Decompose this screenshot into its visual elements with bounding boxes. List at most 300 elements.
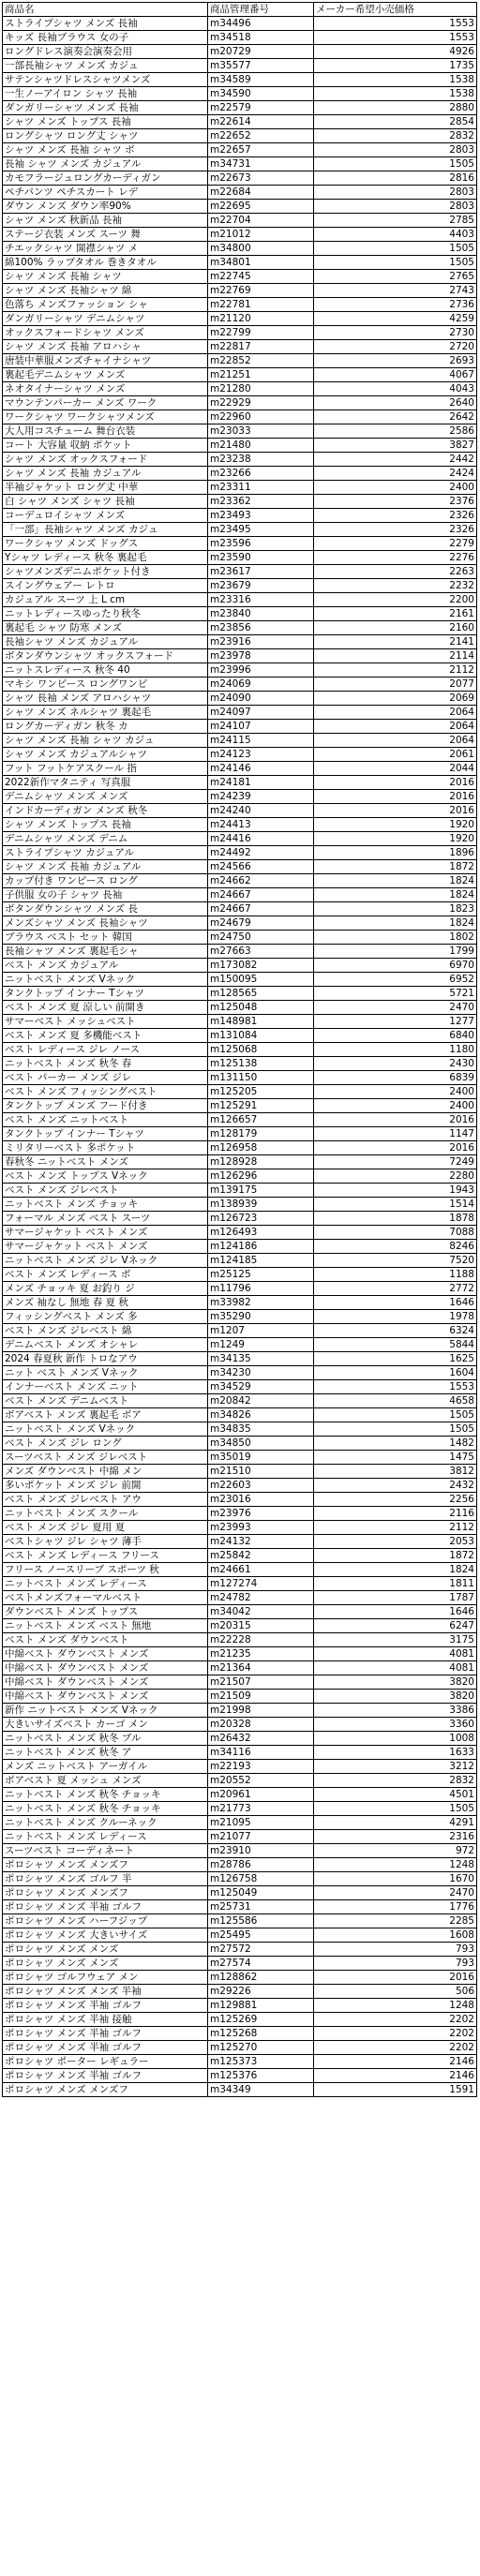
retail-price-cell[interactable]: 2470	[314, 1001, 477, 1015]
retail-price-cell[interactable]: 1505	[314, 1802, 477, 1816]
product-name-cell[interactable]: ストライプシャツ カジュアル	[3, 846, 208, 860]
product-code-cell[interactable]: m124185	[208, 1254, 314, 1268]
product-code-cell[interactable]: m22228	[208, 1633, 314, 1647]
product-name-cell[interactable]: シャツ メンズ 長袖 シャツ カジュ	[3, 734, 208, 748]
product-name-cell[interactable]: メンズ チョッキ 夏 お釣り ジ	[3, 1282, 208, 1296]
product-name-cell[interactable]: ベスト メンズ デニムベスト	[3, 1394, 208, 1408]
product-code-cell[interactable]: m23311	[208, 481, 314, 495]
product-code-cell[interactable]: m24750	[208, 931, 314, 945]
retail-price-cell[interactable]: 4259	[314, 312, 477, 326]
product-code-cell[interactable]: m23033	[208, 424, 314, 439]
retail-price-cell[interactable]: 3827	[314, 439, 477, 453]
product-code-cell[interactable]: m21998	[208, 1704, 314, 1718]
retail-price-cell[interactable]: 4403	[314, 228, 477, 242]
retail-price-cell[interactable]: 4043	[314, 382, 477, 396]
product-code-cell[interactable]: m21480	[208, 439, 314, 453]
product-name-cell[interactable]: 一生ノーアイロン シャツ 長袖	[3, 87, 208, 101]
product-code-cell[interactable]: m23238	[208, 453, 314, 467]
product-code-cell[interactable]: m20842	[208, 1394, 314, 1408]
product-name-cell[interactable]: カモフラージュロングカーディガン	[3, 171, 208, 186]
retail-price-cell[interactable]: 5721	[314, 987, 477, 1001]
product-name-cell[interactable]: シャツ メンズ カジュアルシャツ	[3, 748, 208, 762]
retail-price-cell[interactable]: 1799	[314, 945, 477, 959]
product-code-cell[interactable]: m22704	[208, 214, 314, 228]
product-name-cell[interactable]: 多いポケット メンズ ジレ 前開	[3, 1479, 208, 1493]
product-name-cell[interactable]: ニットベスト メンズ 秋冬 チョッキ	[3, 1788, 208, 1802]
product-name-cell[interactable]: シャツ メンズ 長袖シャツ 綿	[3, 284, 208, 298]
retail-price-cell[interactable]: 972	[314, 1844, 477, 1858]
retail-price-cell[interactable]: 1008	[314, 1732, 477, 1746]
product-code-cell[interactable]: m27572	[208, 1943, 314, 1957]
product-name-cell[interactable]: ベスト メンズ ジレ ロング	[3, 1437, 208, 1451]
product-code-cell[interactable]: m128179	[208, 1127, 314, 1141]
retail-price-cell[interactable]: 2326	[314, 509, 477, 523]
product-name-cell[interactable]: フット フットケアスクール 指	[3, 762, 208, 776]
product-code-cell[interactable]: m21510	[208, 1465, 314, 1479]
retail-price-cell[interactable]: 2263	[314, 565, 477, 579]
retail-price-cell[interactable]: 4926	[314, 45, 477, 59]
product-name-cell[interactable]: シャツ メンズ 長袖 カジュアル	[3, 860, 208, 874]
product-name-cell[interactable]: インドカーディガン メンズ 秋冬	[3, 804, 208, 818]
product-code-cell[interactable]: m24413	[208, 818, 314, 832]
product-name-cell[interactable]: タンクトップ インナー Tシャツ	[3, 1127, 208, 1141]
product-name-cell[interactable]: スーツベスト メンズ ジレベスト	[3, 1451, 208, 1465]
product-name-cell[interactable]: ベスト メンズ フィッシングベスト	[3, 1085, 208, 1099]
retail-price-cell[interactable]: 2442	[314, 453, 477, 467]
product-code-cell[interactable]: m23016	[208, 1493, 314, 1507]
product-code-cell[interactable]: m27574	[208, 1957, 314, 1971]
retail-price-cell[interactable]: 2160	[314, 621, 477, 635]
product-name-cell[interactable]: ニットベスト メンズ Vネック	[3, 973, 208, 987]
retail-price-cell[interactable]: 2053	[314, 1535, 477, 1549]
retail-price-cell[interactable]: 2376	[314, 495, 477, 509]
product-name-cell[interactable]: 新作 ニットベスト メンズ Vネック	[3, 1704, 208, 1718]
retail-price-cell[interactable]: 2736	[314, 298, 477, 312]
product-name-cell[interactable]: カップ付き ワンピース ロング	[3, 874, 208, 888]
product-code-cell[interactable]: m126296	[208, 1169, 314, 1184]
retail-price-cell[interactable]: 2880	[314, 101, 477, 115]
product-name-cell[interactable]: ベストメンズフォーマルベスト	[3, 1591, 208, 1605]
product-name-cell[interactable]: フリース ノースリーブ スポーツ 秋	[3, 1563, 208, 1577]
product-code-cell[interactable]: m24069	[208, 678, 314, 692]
retail-price-cell[interactable]: 1538	[314, 87, 477, 101]
product-code-cell[interactable]: m126958	[208, 1141, 314, 1155]
header-product-name[interactable]: 商品名	[3, 3, 208, 17]
product-code-cell[interactable]: m21120	[208, 312, 314, 326]
product-name-cell[interactable]: ポロシャツ メンズ メンズフ	[3, 2083, 208, 2097]
retail-price-cell[interactable]: 1482	[314, 1437, 477, 1451]
product-name-cell[interactable]: フィッシングベスト メンズ 多	[3, 1310, 208, 1324]
product-name-cell[interactable]: ポロシャツ メンズ 半袖 ゴルフ	[3, 2027, 208, 2041]
product-name-cell[interactable]: ストライプシャツ メンズ 長袖	[3, 17, 208, 31]
product-name-cell[interactable]: ポロシャツ メンズ 半袖 ゴルフ	[3, 2041, 208, 2055]
retail-price-cell[interactable]: 2044	[314, 762, 477, 776]
product-code-cell[interactable]: m129881	[208, 1999, 314, 2013]
product-code-cell[interactable]: m24239	[208, 790, 314, 804]
product-code-cell[interactable]: m35290	[208, 1310, 314, 1324]
retail-price-cell[interactable]: 1248	[314, 1858, 477, 1872]
product-name-cell[interactable]: ベスト メンズ ジレベスト 綿	[3, 1324, 208, 1338]
product-code-cell[interactable]: m27663	[208, 945, 314, 959]
product-name-cell[interactable]: ニットベスト メンズ レディース	[3, 1577, 208, 1591]
product-name-cell[interactable]: ワークシャツ ワークシャツメンズ	[3, 410, 208, 424]
retail-price-cell[interactable]: 3820	[314, 1690, 477, 1704]
product-name-cell[interactable]: ニットレディースゆったり秋冬	[3, 607, 208, 621]
product-code-cell[interactable]: m24667	[208, 902, 314, 916]
product-code-cell[interactable]: m139175	[208, 1184, 314, 1198]
product-code-cell[interactable]: m34589	[208, 73, 314, 87]
product-name-cell[interactable]: 中綿ベスト ダウンベスト メンズ	[3, 1661, 208, 1675]
product-code-cell[interactable]: m35019	[208, 1451, 314, 1465]
product-name-cell[interactable]: ベスト メンズ 夏 涼しい 前開き	[3, 1001, 208, 1015]
product-name-cell[interactable]: ポロシャツ メンズ メンズ 半袖	[3, 1985, 208, 1999]
product-name-cell[interactable]: ポロシャツ メンズ ハーフジップ	[3, 1914, 208, 1928]
product-name-cell[interactable]: 白 シャツ メンズ シャツ 長袖	[3, 495, 208, 509]
product-code-cell[interactable]: m34850	[208, 1437, 314, 1451]
product-name-cell[interactable]: ポロシャツ メンズ 半袖 ゴルフ	[3, 1900, 208, 1914]
product-name-cell[interactable]: ベスト レディース ジレ ノース	[3, 1043, 208, 1057]
product-code-cell[interactable]: m24492	[208, 846, 314, 860]
product-code-cell[interactable]: m22781	[208, 298, 314, 312]
retail-price-cell[interactable]: 2765	[314, 270, 477, 284]
retail-price-cell[interactable]: 3175	[314, 1633, 477, 1647]
retail-price-cell[interactable]: 4658	[314, 1394, 477, 1408]
product-name-cell[interactable]: キッズ 長袖ブラウス 女の子	[3, 31, 208, 45]
product-name-cell[interactable]: シャツ メンズ ネルシャツ 裏起毛	[3, 706, 208, 720]
retail-price-cell[interactable]: 1978	[314, 1310, 477, 1324]
product-code-cell[interactable]: m24181	[208, 776, 314, 790]
product-code-cell[interactable]: m24123	[208, 748, 314, 762]
product-name-cell[interactable]: シャツメンズデニムポケット付き	[3, 565, 208, 579]
product-name-cell[interactable]: ベストシャツ ジレ シャツ 薄手	[3, 1535, 208, 1549]
retail-price-cell[interactable]: 1505	[314, 1422, 477, 1437]
retail-price-cell[interactable]: 2112	[314, 663, 477, 678]
product-code-cell[interactable]: m23362	[208, 495, 314, 509]
product-code-cell[interactable]: m23910	[208, 1844, 314, 1858]
retail-price-cell[interactable]: 1824	[314, 888, 477, 902]
product-code-cell[interactable]: m126493	[208, 1226, 314, 1240]
product-code-cell[interactable]: m127274	[208, 1577, 314, 1591]
retail-price-cell[interactable]: 4067	[314, 368, 477, 382]
retail-price-cell[interactable]: 1735	[314, 59, 477, 73]
retail-price-cell[interactable]: 2064	[314, 706, 477, 720]
product-code-cell[interactable]: m23266	[208, 467, 314, 481]
product-name-cell[interactable]: ベスト メンズ レディース ボ	[3, 1268, 208, 1282]
retail-price-cell[interactable]: 1188	[314, 1268, 477, 1282]
product-name-cell[interactable]: ニットベスト メンズ スクール	[3, 1507, 208, 1521]
retail-price-cell[interactable]: 2470	[314, 1886, 477, 1900]
product-name-cell[interactable]: ミリタリーベスト 多ポケット	[3, 1141, 208, 1155]
product-code-cell[interactable]: m125376	[208, 2069, 314, 2083]
product-code-cell[interactable]: m23679	[208, 579, 314, 593]
product-code-cell[interactable]: m20315	[208, 1619, 314, 1633]
retail-price-cell[interactable]: 1553	[314, 17, 477, 31]
product-code-cell[interactable]: m22579	[208, 101, 314, 115]
retail-price-cell[interactable]: 2016	[314, 776, 477, 790]
retail-price-cell[interactable]: 2586	[314, 424, 477, 439]
product-name-cell[interactable]: ボタンダウンシャツ メンズ 長	[3, 902, 208, 916]
retail-price-cell[interactable]: 2016	[314, 790, 477, 804]
product-name-cell[interactable]: シャツ メンズ トップス 長袖	[3, 115, 208, 129]
retail-price-cell[interactable]: 3386	[314, 1704, 477, 1718]
retail-price-cell[interactable]: 2276	[314, 551, 477, 565]
product-code-cell[interactable]: m173082	[208, 959, 314, 973]
product-code-cell[interactable]: m25842	[208, 1549, 314, 1563]
retail-price-cell[interactable]: 1538	[314, 73, 477, 87]
product-name-cell[interactable]: 裏起毛 シャツ 防寒 メンズ	[3, 621, 208, 635]
product-code-cell[interactable]: m131150	[208, 1071, 314, 1085]
product-code-cell[interactable]: m1249	[208, 1338, 314, 1352]
product-name-cell[interactable]: ポロシャツ メンズ 大きいサイズ	[3, 1928, 208, 1943]
product-code-cell[interactable]: m20328	[208, 1718, 314, 1732]
retail-price-cell[interactable]: 1248	[314, 1999, 477, 2013]
retail-price-cell[interactable]: 3812	[314, 1465, 477, 1479]
product-code-cell[interactable]: m24667	[208, 888, 314, 902]
product-code-cell[interactable]: m125586	[208, 1914, 314, 1928]
retail-price-cell[interactable]: 1896	[314, 846, 477, 860]
product-name-cell[interactable]: ボタンダウンシャツ オックスフォード	[3, 649, 208, 663]
product-code-cell[interactable]: m26432	[208, 1732, 314, 1746]
product-name-cell[interactable]: マウンテンパーカー メンズ ワーク	[3, 396, 208, 410]
product-code-cell[interactable]: m22960	[208, 410, 314, 424]
product-name-cell[interactable]: インナーベスト メンズ ニット	[3, 1380, 208, 1394]
product-code-cell[interactable]: m21235	[208, 1647, 314, 1661]
product-code-cell[interactable]: m34800	[208, 242, 314, 256]
product-code-cell[interactable]: m126723	[208, 1212, 314, 1226]
retail-price-cell[interactable]: 2400	[314, 481, 477, 495]
retail-price-cell[interactable]: 2146	[314, 2055, 477, 2069]
retail-price-cell[interactable]: 2640	[314, 396, 477, 410]
retail-price-cell[interactable]: 2316	[314, 1830, 477, 1844]
product-code-cell[interactable]: m29226	[208, 1985, 314, 1999]
retail-price-cell[interactable]: 1505	[314, 256, 477, 270]
product-name-cell[interactable]: 大きいサイズベスト カーゴ メン	[3, 1718, 208, 1732]
product-name-cell[interactable]: デニムベスト メンズ オシャレ	[3, 1338, 208, 1352]
retail-price-cell[interactable]: 1670	[314, 1872, 477, 1886]
product-name-cell[interactable]: コート 大容量 収納 ポケット	[3, 439, 208, 453]
product-code-cell[interactable]: m23978	[208, 649, 314, 663]
product-code-cell[interactable]: m125270	[208, 2041, 314, 2055]
product-name-cell[interactable]: シャツ メンズ 長袖 カジュアル	[3, 467, 208, 481]
retail-price-cell[interactable]: 6247	[314, 1619, 477, 1633]
product-code-cell[interactable]: m34590	[208, 87, 314, 101]
product-code-cell[interactable]: m34529	[208, 1380, 314, 1394]
product-name-cell[interactable]: ニットベスト メンズ Vネック	[3, 1422, 208, 1437]
product-name-cell[interactable]: サマーベスト メッシュベスト	[3, 1015, 208, 1029]
retail-price-cell[interactable]: 2016	[314, 1113, 477, 1127]
product-name-cell[interactable]: 一部長袖シャツ メンズ カジュ	[3, 59, 208, 73]
product-code-cell[interactable]: m34496	[208, 17, 314, 31]
retail-price-cell[interactable]: 2400	[314, 1099, 477, 1113]
retail-price-cell[interactable]: 2141	[314, 635, 477, 649]
product-code-cell[interactable]: m24146	[208, 762, 314, 776]
retail-price-cell[interactable]: 793	[314, 1943, 477, 1957]
product-name-cell[interactable]: サマージャケット ベスト メンズ	[3, 1240, 208, 1254]
product-name-cell[interactable]: 色落ち メンズファッション シャ	[3, 298, 208, 312]
product-name-cell[interactable]: ステージ衣装 メンズ スーツ 舞	[3, 228, 208, 242]
retail-price-cell[interactable]: 1824	[314, 916, 477, 931]
retail-price-cell[interactable]: 2116	[314, 1507, 477, 1521]
product-code-cell[interactable]: m11796	[208, 1282, 314, 1296]
retail-price-cell[interactable]: 2280	[314, 1169, 477, 1184]
product-name-cell[interactable]: 中綿ベスト ダウンベスト メンズ	[3, 1647, 208, 1661]
retail-price-cell[interactable]: 1180	[314, 1043, 477, 1057]
product-code-cell[interactable]: m23916	[208, 635, 314, 649]
retail-price-cell[interactable]: 2693	[314, 354, 477, 368]
retail-price-cell[interactable]: 1776	[314, 1900, 477, 1914]
retail-price-cell[interactable]: 2202	[314, 2027, 477, 2041]
product-name-cell[interactable]: ポロシャツ ゴルフウェア メン	[3, 1971, 208, 1985]
retail-price-cell[interactable]: 3820	[314, 1675, 477, 1690]
product-code-cell[interactable]: m1207	[208, 1324, 314, 1338]
retail-price-cell[interactable]: 6324	[314, 1324, 477, 1338]
product-name-cell[interactable]: ニット ベスト メンズ Vネック	[3, 1366, 208, 1380]
product-code-cell[interactable]: m125205	[208, 1085, 314, 1099]
product-name-cell[interactable]: メンズシャツ メンズ 長袖シャツ	[3, 916, 208, 931]
product-code-cell[interactable]: m34230	[208, 1366, 314, 1380]
product-code-cell[interactable]: m21507	[208, 1675, 314, 1690]
retail-price-cell[interactable]: 2803	[314, 186, 477, 200]
product-code-cell[interactable]: m23495	[208, 523, 314, 537]
product-code-cell[interactable]: m125048	[208, 1001, 314, 1015]
product-name-cell[interactable]: 春秋冬 ニットベスト メンズ	[3, 1155, 208, 1169]
product-code-cell[interactable]: m25495	[208, 1928, 314, 1943]
product-name-cell[interactable]: ニットベスト メンズ チョッキ	[3, 1198, 208, 1212]
product-name-cell[interactable]: 中綿ベスト ダウンベスト メンズ	[3, 1675, 208, 1690]
product-name-cell[interactable]: ボアベスト 夏 メッシュ メンズ	[3, 1774, 208, 1788]
product-name-cell[interactable]: シャツ メンズ オックスフォード	[3, 453, 208, 467]
product-name-cell[interactable]: ニットスレディース 秋冬 40	[3, 663, 208, 678]
retail-price-cell[interactable]: 1787	[314, 1591, 477, 1605]
product-code-cell[interactable]: m21077	[208, 1830, 314, 1844]
product-name-cell[interactable]: シャツ メンズ トップス 長袖	[3, 818, 208, 832]
retail-price-cell[interactable]: 6952	[314, 973, 477, 987]
retail-price-cell[interactable]: 2432	[314, 1479, 477, 1493]
product-code-cell[interactable]: m24097	[208, 706, 314, 720]
product-code-cell[interactable]: m21095	[208, 1816, 314, 1830]
retail-price-cell[interactable]: 2720	[314, 340, 477, 354]
retail-price-cell[interactable]: 2161	[314, 607, 477, 621]
retail-price-cell[interactable]: 2730	[314, 326, 477, 340]
retail-price-cell[interactable]: 2832	[314, 129, 477, 143]
product-name-cell[interactable]: 中綿ベスト ダウンベスト メンズ	[3, 1690, 208, 1704]
product-name-cell[interactable]: スーツベスト コーディネート	[3, 1844, 208, 1858]
product-code-cell[interactable]: m28786	[208, 1858, 314, 1872]
product-name-cell[interactable]: 2022新作マタニティ 写真服	[3, 776, 208, 790]
retail-price-cell[interactable]: 1646	[314, 1605, 477, 1619]
retail-price-cell[interactable]: 2772	[314, 1282, 477, 1296]
product-code-cell[interactable]: m125068	[208, 1043, 314, 1057]
product-code-cell[interactable]: m24782	[208, 1591, 314, 1605]
retail-price-cell[interactable]: 1604	[314, 1366, 477, 1380]
product-name-cell[interactable]: シャツ メンズ 長袖 アロハシャ	[3, 340, 208, 354]
retail-price-cell[interactable]: 1920	[314, 832, 477, 846]
retail-price-cell[interactable]: 4081	[314, 1647, 477, 1661]
product-code-cell[interactable]: m23976	[208, 1507, 314, 1521]
retail-price-cell[interactable]: 1920	[314, 818, 477, 832]
retail-price-cell[interactable]: 793	[314, 1957, 477, 1971]
product-name-cell[interactable]: メンズ ニットベスト アーガイル	[3, 1760, 208, 1774]
retail-price-cell[interactable]: 1646	[314, 1296, 477, 1310]
retail-price-cell[interactable]: 2400	[314, 1085, 477, 1099]
product-name-cell[interactable]: 長袖 シャツ メンズ カジュアル	[3, 157, 208, 171]
product-name-cell[interactable]: オックスフォードシャツ メンズ	[3, 326, 208, 340]
product-name-cell[interactable]: ポロシャツ メンズ ゴルフ 半	[3, 1872, 208, 1886]
product-code-cell[interactable]: m125268	[208, 2027, 314, 2041]
product-name-cell[interactable]: ベスト メンズ トップス Vネック	[3, 1169, 208, 1184]
product-name-cell[interactable]: Yシャツ レディース 秋冬 裏起毛	[3, 551, 208, 565]
product-name-cell[interactable]: カジュアル スーツ 上 L cm	[3, 593, 208, 607]
retail-price-cell[interactable]: 1878	[314, 1212, 477, 1226]
product-name-cell[interactable]: ベスト メンズ カジュアル	[3, 959, 208, 973]
header-product-code[interactable]: 商品管理番号	[208, 3, 314, 17]
product-name-cell[interactable]: ネオタイナーシャツ メンズ	[3, 382, 208, 396]
product-name-cell[interactable]: ニットベスト メンズ レディース	[3, 1830, 208, 1844]
product-code-cell[interactable]: m24679	[208, 916, 314, 931]
product-code-cell[interactable]: m125138	[208, 1057, 314, 1071]
product-code-cell[interactable]: m24240	[208, 804, 314, 818]
retail-price-cell[interactable]: 5844	[314, 1338, 477, 1352]
product-name-cell[interactable]: 子供服 女の子 シャツ 長袖	[3, 888, 208, 902]
product-name-cell[interactable]: メンズ 袖なし 無地 春 夏 秋	[3, 1296, 208, 1310]
retail-price-cell[interactable]: 1802	[314, 931, 477, 945]
retail-price-cell[interactable]: 2326	[314, 523, 477, 537]
product-name-cell[interactable]: チエックシャツ 開襟シャツ メ	[3, 242, 208, 256]
product-name-cell[interactable]: マキシ ワンピース ロングワンピ	[3, 678, 208, 692]
product-code-cell[interactable]: m25731	[208, 1900, 314, 1914]
product-name-cell[interactable]: 綿100% ラップタオル 巻きタオル	[3, 256, 208, 270]
product-code-cell[interactable]: m125269	[208, 2013, 314, 2027]
product-code-cell[interactable]: m23856	[208, 621, 314, 635]
product-code-cell[interactable]: m24661	[208, 1563, 314, 1577]
product-code-cell[interactable]: m22817	[208, 340, 314, 354]
retail-price-cell[interactable]: 1553	[314, 31, 477, 45]
product-code-cell[interactable]: m34518	[208, 31, 314, 45]
product-code-cell[interactable]: m126657	[208, 1113, 314, 1127]
product-code-cell[interactable]: m22852	[208, 354, 314, 368]
product-code-cell[interactable]: m33982	[208, 1296, 314, 1310]
product-code-cell[interactable]: m22695	[208, 200, 314, 214]
retail-price-cell[interactable]: 2069	[314, 692, 477, 706]
product-code-cell[interactable]: m23840	[208, 607, 314, 621]
retail-price-cell[interactable]: 2743	[314, 284, 477, 298]
retail-price-cell[interactable]: 1505	[314, 157, 477, 171]
product-name-cell[interactable]: 長袖シャツ メンズ 裏起毛シャ	[3, 945, 208, 959]
product-name-cell[interactable]: ポロシャツ メンズ 半袖 ゴルフ	[3, 1999, 208, 2013]
product-name-cell[interactable]: ロングドレス演奏会演奏会用	[3, 45, 208, 59]
product-code-cell[interactable]: m22614	[208, 115, 314, 129]
product-code-cell[interactable]: m24566	[208, 860, 314, 874]
retail-price-cell[interactable]: 1608	[314, 1928, 477, 1943]
product-name-cell[interactable]: ニットベスト メンズ クルーネック	[3, 1816, 208, 1830]
product-name-cell[interactable]: シャツ メンズ 長袖 シャツ ボ	[3, 143, 208, 157]
product-name-cell[interactable]: デニムシャツ メンズ メンズ	[3, 790, 208, 804]
retail-price-cell[interactable]: 6970	[314, 959, 477, 973]
product-code-cell[interactable]: m34801	[208, 256, 314, 270]
product-code-cell[interactable]: m21773	[208, 1802, 314, 1816]
product-code-cell[interactable]: m138939	[208, 1198, 314, 1212]
product-name-cell[interactable]: タンクトップ インナー Tシャツ	[3, 987, 208, 1001]
product-name-cell[interactable]: ポロシャツ メンズ メンズフ	[3, 1886, 208, 1900]
retail-price-cell[interactable]: 4501	[314, 1788, 477, 1802]
retail-price-cell[interactable]: 1872	[314, 860, 477, 874]
retail-price-cell[interactable]: 1147	[314, 1127, 477, 1141]
retail-price-cell[interactable]: 1514	[314, 1198, 477, 1212]
product-code-cell[interactable]: m24090	[208, 692, 314, 706]
product-name-cell[interactable]: フォーマル メンズ ベスト スーツ	[3, 1212, 208, 1226]
retail-price-cell[interactable]: 2279	[314, 537, 477, 551]
product-code-cell[interactable]: m21280	[208, 382, 314, 396]
